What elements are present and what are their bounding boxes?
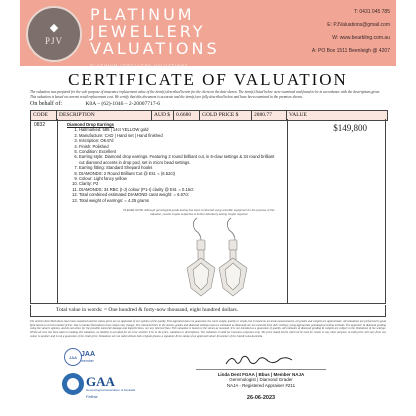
signer-registration: NAJA - Registered Appraiser #211 <box>226 382 296 388</box>
jaa-name: JAA <box>81 351 96 358</box>
certificate-page <box>20 0 396 416</box>
item-code: 0832 <box>34 122 46 128</box>
header-banner <box>20 0 396 69</box>
gaa-logo-icon <box>62 373 84 395</box>
intro-text: The valuation was prepared for the sole purpose of insurance replacement value of the item(s) described herein for the client on the date shown. The item(s) listed below were examined and found to be in accordance with the descriptions given. This valuation is based on current retail replacement cost. We certify that this document is accurate and the item(s) are fully described below and have been examined in the premises shown. <box>30 90 381 99</box>
item-details-list <box>67 127 277 203</box>
gold-price: 2880.77 <box>252 111 287 120</box>
certificate-title: CERTIFICATE OF VALUATION <box>68 70 348 89</box>
fine-print: The articles described above have been examined and the values given are an appraisal of our opinion of the quality. This appraisal does not guarantee the carat weight, quality or origin, but is based on accurate measurements, all grades and weights are approximate. All valuations are performed in good faith based on current market prices. Due to market fluctuations these values may change. The characteristics in the metals, grades and diamond settings used are estimated as diamonds are not removed from their settings; using appropriate gemological testing methods. The appraiser & diamond grading using the valuers opinion, and do not allow for the possible meteorite damage and imperfections, nor any inherent flaw. This valuation is based on the stones as mounted. It is not intended as a guarantee of quality. All estimates of diamond grading & weights are subject to the limitations of the settings. Whilst all care has been taken in making this valuation, no liability is accepted for an error whether it be in the price, valuation or descriptions. The valuation is valid for insurance purposes only. The price stated herein shall not be used for resale or any other purpose. A retail price will vary from one valuer to another and is not a guarantee of the retail price. Valuations are not valid without both original photos, a signature & the stamp of an approved valuer & member of the JAA & GAA Australia. <box>30 319 386 338</box>
signature-image <box>224 352 294 368</box>
column-divider <box>287 119 288 303</box>
item-value: $149,800 <box>333 123 367 133</box>
column-gold: GOLD PRICE $ <box>200 111 252 120</box>
item-detail: 9. Colour: Light fancy yellow <box>79 176 277 181</box>
item-detail: 13. Total weight of earrings: = 4.25 grams <box>79 198 277 203</box>
company-logo <box>26 6 82 62</box>
brand-line-1: PLATINUM <box>90 5 195 24</box>
item-detail: 10. Clarity: P2 <box>79 181 277 186</box>
total-in-words: Total value in words: = One hundred & forty-now thousand, eight hundred dollars. <box>30 305 386 317</box>
on-behalf-of <box>30 101 160 107</box>
item-detail: 4. Finish: Polished <box>79 144 277 149</box>
reference-number: K0A – (62)-1046 – 2-20007717-6 <box>85 101 161 107</box>
signature-line <box>196 369 326 370</box>
column-divider <box>57 119 58 303</box>
item-detail: 12. Total combined estimated DIAMOND carat weight: = 6.67ct <box>79 192 277 197</box>
contact-phone: T: 0431 045 785 <box>354 9 390 15</box>
brand-line-2: JEWELLERY <box>90 22 206 41</box>
aud-rate: 0.6680 <box>174 111 200 120</box>
item-detail: 5. Condition: Excellent <box>79 149 277 154</box>
item-detail: 6. Earring style: Diamond drop earrings. Featuring 2 round brilliant cut, in 6-claw settings & 34 round brilliant cut diamond accents in drop pod, set in micro bead settings. <box>79 154 277 165</box>
on-behalf-label: On behalf of: <box>30 101 62 107</box>
item-description <box>67 122 277 203</box>
photo-note: PLEASE NOTE: Although gemological grade testing has been conducted using scientific equipment for the purpose of this valuation, results maybe subjective & further laboratory testing maybe required. <box>123 208 275 216</box>
contact-details <box>260 6 390 58</box>
item-detail: 11. DIAMONDS: 34 RBC (I-J) colour (P1-I) clarity @ Est. = 0.15ct <box>79 187 277 192</box>
gaa-subtitle: Gemmological Association of Australia <box>86 388 136 392</box>
contact-web[interactable]: W: www.bearbling.com.au <box>332 35 390 41</box>
brand-subtitle: PLATINUM JEWELLERY VALUATIONS <box>90 64 189 69</box>
jaa-badge-icon: JAA <box>64 348 82 366</box>
gaa-fellow: Fellow <box>86 394 98 399</box>
item-detail: 1. Hallmarked: 585 | 14ct YELLOW gold <box>79 127 277 132</box>
item-detail: 3. Inscription: OK47d <box>79 138 277 143</box>
item-detail: 7. Earring fitting: Standard Shepard hooks <box>79 165 277 170</box>
left-earring <box>187 240 215 296</box>
contact-address: A: PO Box 1511 Beenleigh @ 4207 <box>311 48 390 54</box>
item-detail: 2. Manufacture: CAD | Hand set | Hand finished <box>79 133 277 138</box>
earrings-photo <box>181 216 251 302</box>
column-value: VALUE <box>289 112 307 118</box>
column-description: DESCRIPTION <box>57 111 152 120</box>
right-earring <box>219 240 247 296</box>
jaa-member: member <box>81 359 94 363</box>
contact-email[interactable]: E: PJValuations@gmail.com <box>327 22 390 28</box>
signer-details <box>196 372 326 388</box>
valuation-date: 26-06-2023 <box>246 395 276 401</box>
column-aud: AUD $ <box>152 111 174 120</box>
item-heading: Diamond Drop Earrings <box>67 122 114 127</box>
signer-title: Gemmologist | Diamond Grader <box>229 377 293 383</box>
brand-name <box>90 6 220 75</box>
item-detail: 8. DIAMONDS: 2 Round Brilliant Cut @ Est. = (6.52ct) <box>79 171 277 176</box>
diamond-icon: ◆ <box>49 21 59 34</box>
logo-monogram: PJV <box>44 35 63 46</box>
signer-name: Linda Dent FGAA | Bbus | Member NAJA <box>217 372 305 377</box>
brand-line-3: VALUATIONS <box>90 39 220 58</box>
column-code: CODE <box>31 111 57 120</box>
gaa-name: GAA <box>86 374 115 389</box>
table-body <box>30 119 386 304</box>
